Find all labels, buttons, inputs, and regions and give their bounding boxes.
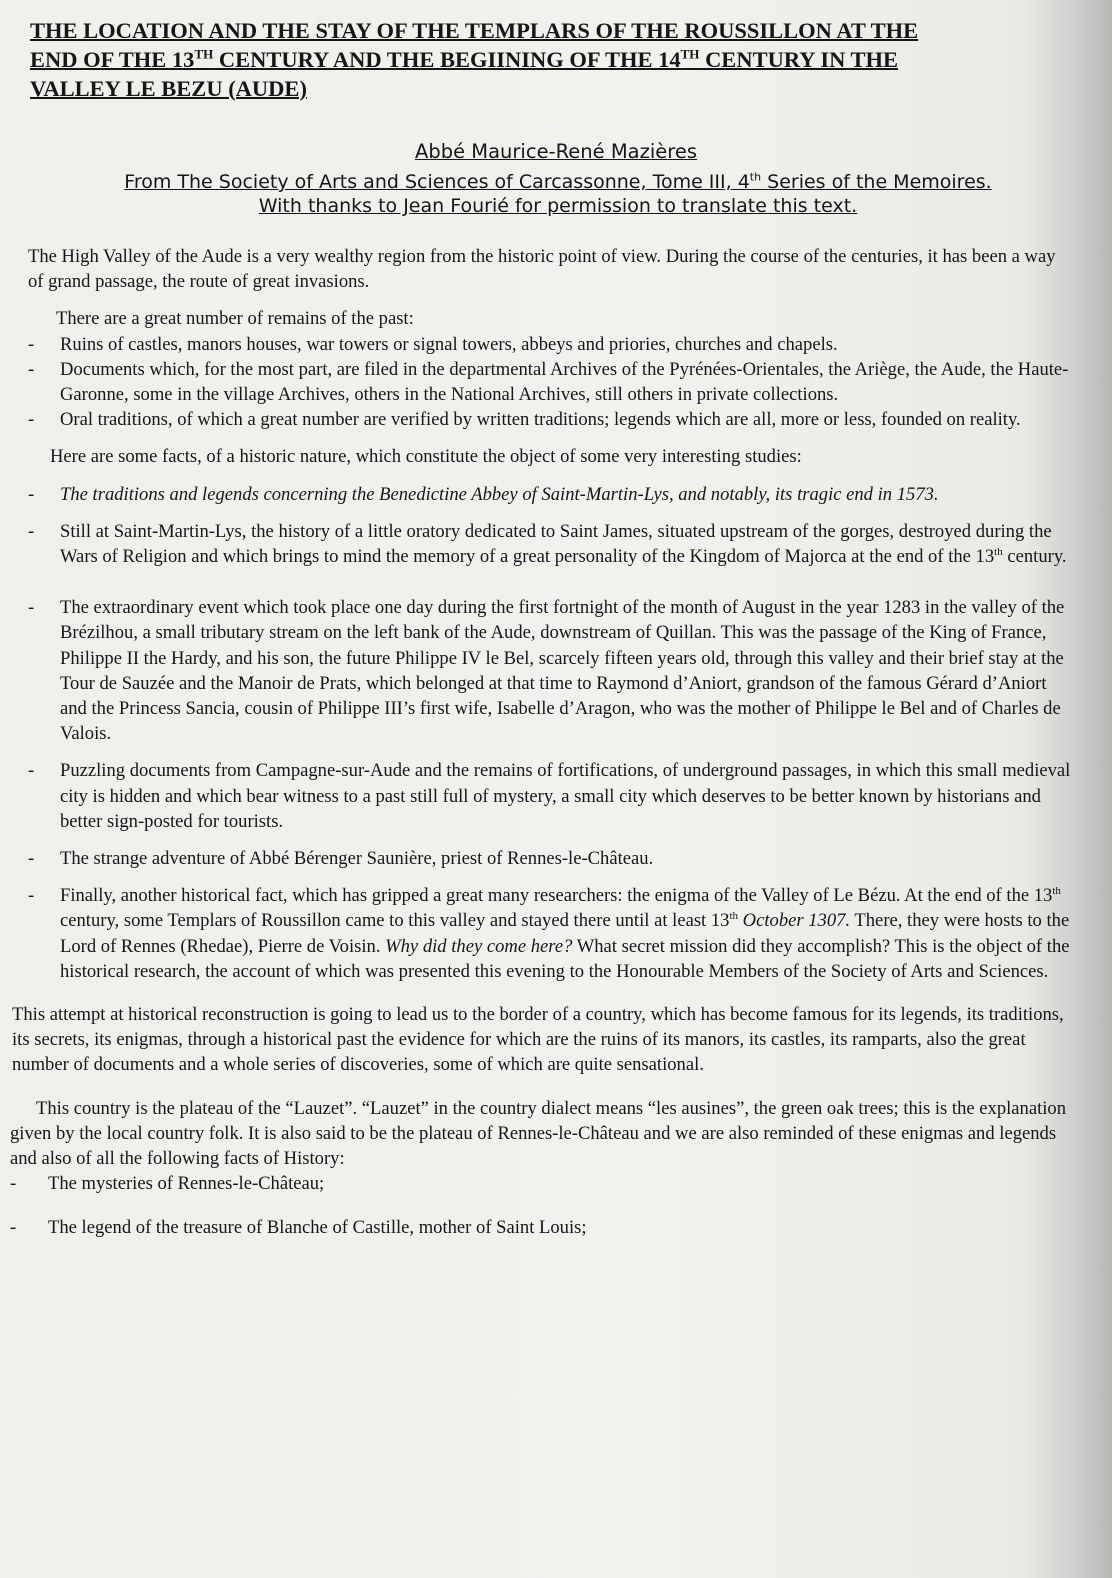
attempt-paragraph: This attempt at historical reconstruction is going to lead us to the border of a country, which has become famous for its legends, its traditions, its secrets, its enigmas, through a historical past the evidence for which are the ruins of its manors, its castles, its ramparts, also the great number of documents and a whole series of discoveries, some of which are quite sensational.: [12, 1004, 1064, 1076]
list-item-text: The traditions and legends concerning the Benedictine Abbey of Saint-Martin-Lys, and notably, its tragic end in 1573.: [60, 483, 939, 505]
list-item-text: The legend of the treasure of Blanche of Castille, mother of Saint Louis;: [48, 1216, 587, 1238]
source-line-2: With thanks to Jean Fourié for permission to translate this text.: [258, 195, 858, 217]
list-item: - Still at Saint-Martin-Lys, the history of a little oratory dedicated to Saint James, situated upstream of the gorges, destroyed during the Wars of Religion and which brings to mind the memory of a great personality of the Kingdom of Majorca at the end of the 13th century.: [28, 520, 1067, 568]
list-item-text: Finally, another historical fact, which has gripped a great many researchers: the enigma of the Valley of Le Bézu. At the end of the 13: [60, 885, 1053, 907]
title-sup: TH: [680, 46, 700, 62]
list-item: - Puzzling documents from Campagne-sur-Aude and the remains of fortifications, of underground passages, in which this small medieval city is hidden and which bear witness to a past still full of mystery, a small city which deserves to be better known by historians and better sign-posted for tourists.: [28, 760, 1071, 832]
list-item-text: There, they were hosts to the Lord of Rennes (Rhedae), Pierre de Voisin.: [60, 910, 1070, 957]
title-line-2: [30, 45, 1090, 74]
list-item: - Finally, another historical fact, which has gripped a great many researchers: the enigma of the Valley of Le Bézu. At the end of the 13th century, some Templars of Roussillon came to this valley and stayed there until at least 13th October 1307. There, they were hosts to the Lord of Rennes (Rhedae), Pierre de Voisin. Why did they come here? What secret mission did they accomplish? This is the object of the historical research, the account of which was presented this evening to the Honourable Members of the Society of Arts and Sciences.: [28, 885, 1070, 982]
list-item-text: century, some Templars of Roussillon came to this valley and stayed there until at least 13: [60, 910, 730, 932]
facts-list: [28, 482, 1073, 984]
list-item: - Documents which, for the most part, are filed in the departmental Archives of the Pyrénées-Orientales, the Ariège, the Aude, the Haute-Garonne, some in the village Archives, others in the National Archives, still others in private collections.: [28, 358, 1069, 406]
list-item: - The traditions and legends concerning the Benedictine Abbey of Saint-Martin-Lys, and notably, its tragic end in 1573.: [28, 483, 939, 505]
document-title: [30, 16, 1090, 103]
source-line-1: [28, 170, 1088, 194]
list-item-text: Ruins of castles, manors houses, war towers or signal towers, abbeys and priories, churches and chapels.: [60, 333, 838, 355]
list-item-text: Puzzling documents from Campagne-sur-Aude and the remains of fortifications, of underground passages, in which this small medieval city is hidden and which bear witness to a past still full of mystery, a small city which deserves to be better known by historians and better sign-posted for tourists.: [60, 760, 1071, 832]
list-item: - The strange adventure of Abbé Bérenger Saunière, priest of Rennes-le-Château.: [28, 848, 654, 870]
title-line-2-part: CENTURY IN THE: [699, 47, 899, 72]
list-item: - The mysteries of Rennes-le-Château;: [10, 1173, 325, 1195]
title-line-2-part: END OF THE 13: [30, 47, 195, 72]
list-item: - Oral traditions, of which a great number are verified by written traditions; legends which are all, more or less, founded on reality.: [28, 409, 1021, 431]
list-item-text: Why did they come here?: [380, 935, 573, 957]
list-item-text: Still at Saint-Martin-Lys, the history of a little oratory dedicated to Saint James, situated upstream of the gorges, destroyed during the Wars of Religion and which brings to mind the memory of a great personality of the Kingdom of Majorca at the end of the 13: [60, 520, 1052, 568]
list-item-sup: th: [1052, 885, 1061, 898]
list-item-sup: th: [729, 910, 739, 923]
title-line-3: VALLEY LE BEZU (AUDE): [30, 76, 307, 101]
source-sup: th: [749, 170, 762, 184]
list-item: - The legend of the treasure of Blanche of Castille, mother of Saint Louis;: [10, 1216, 587, 1238]
list-item-text: Documents which, for the most part, are filed in the departmental Archives of the Pyrénées-Orientales, the Ariège, the Aude, the Haute-Garonne, some in the village Archives, others in the National Archives, still others in private collections.: [60, 358, 1069, 406]
intro-paragraph: The High Valley of the Aude is a very wealthy region from the historic point of view. During the course of the centuries, it has been a way of grand passage, the route of great invasions.: [28, 246, 1056, 293]
list-item: - Ruins of castles, manors houses, war towers or signal towers, abbeys and priories, churches and chapels.: [28, 333, 838, 355]
country-paragraph: This country is the plateau of the “Lauzet”. “Lauzet” in the country dialect means “les ausines”, the green oak trees; this is the explanation given by the local country folk. It is also said to be the plateau of Rennes-le-Château and we are also reminded of these enigmas and legends and also of all the following facts of History:: [10, 1097, 1067, 1170]
list-item-text: What secret mission did they accomplish? This is the object of the historical research, the account of which was presented this evening to the Honourable Members of the Society of Arts and Sciences.: [60, 935, 1070, 982]
facts-intro: Here are some facts, of a historic nature, which constitute the object of some very interesting studies:: [50, 446, 802, 468]
list-item: - The extraordinary event which took place one day during the first fortnight of the month of August in the year 1283 in the valley of the Brézilhou, a small tributary stream on the left bank of the Aude, downstream of Quillan. This was the passage of the King of France, Philippe II the Hardy, and his son, the future Philippe IV le Bel, scarcely fifteen years old, through this valley and their brief stay at the Tour de Sauzée and the Manoir de Prats, which belonged at that time to Raymond d’Aniort, grandson of the famous Gérard d’Aniort and the Princess Sancia, cousin of Philippe III’s first wife, Isabelle d’Aragon, who was the mother of Philippe le Bel and of Charles de Valois.: [28, 597, 1065, 745]
source-credit: [28, 170, 1088, 218]
list-item-sup: th: [994, 545, 1003, 558]
title-sup: TH: [194, 46, 214, 62]
list-item-text: October 1307.: [738, 910, 851, 932]
list-item-text: The extraordinary event which took place one day during the first fortnight of the month of August in the year 1283 in the valley of the Brézilhou, a small tributary stream on the left bank of the Aude, downstream of Quillan. This was the passage of the King of France, Philippe II the Hardy, and his son, the future Philippe IV le Bel, scarcely fifteen years old, through this valley and their brief stay at the Tour de Sauzée and the Manoir de Prats, which belonged at that time to Raymond d’Aniort, grandson of the famous Gérard d’Aniort and the Princess Sancia, cousin of Philippe III’s first wife, Isabelle d’Aragon, who was the mother of Philippe le Bel and of Charles de Valois.: [60, 597, 1065, 745]
remains-list: [28, 332, 1073, 433]
list-item-text: century.: [1002, 546, 1067, 568]
source-text: From The Society of Arts and Sciences of Carcassonne, Tome III, 4: [124, 171, 750, 193]
list-item-text: Oral traditions, of which a great number are verified by written traditions; legends which are all, more or less, founded on reality.: [60, 409, 1021, 431]
title-line-1: THE LOCATION AND THE STAY OF THE TEMPLARS OF THE ROUSSILLON AT THE: [30, 18, 919, 43]
history-list: [10, 1171, 1073, 1239]
remains-intro: There are a great number of remains of the past:: [56, 308, 414, 330]
list-item-text: The strange adventure of Abbé Bérenger Saunière, priest of Rennes-le-Château.: [60, 848, 654, 870]
list-item-text: The mysteries of Rennes-le-Château;: [48, 1173, 325, 1195]
title-line-2-part: CENTURY AND THE BEGIINING OF THE 14: [213, 47, 681, 72]
author-name: Abbé Maurice-René Mazières: [414, 140, 697, 163]
source-text: Series of the Memoires.: [761, 171, 992, 193]
document-body: [10, 244, 1073, 1240]
